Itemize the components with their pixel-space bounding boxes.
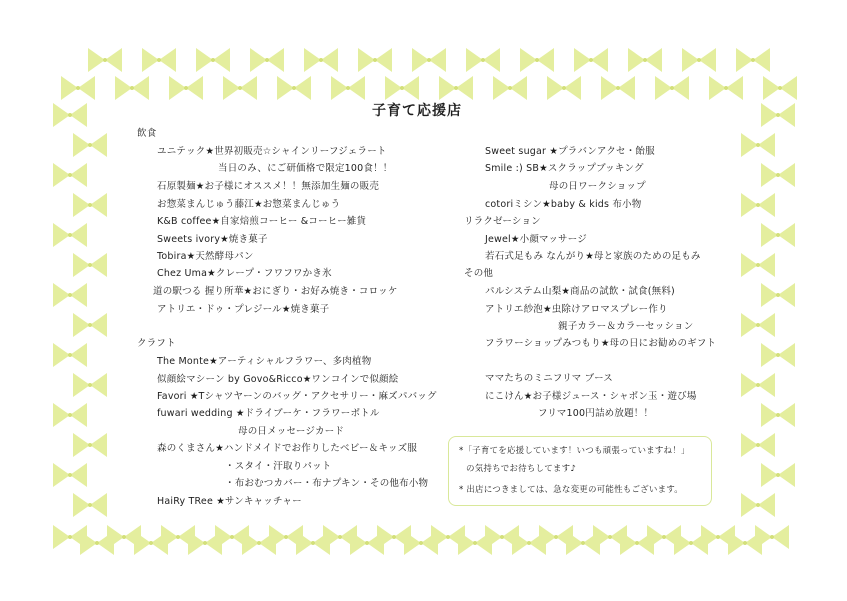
list-item: ・布おむつカバー・布ナプキン・その他布小物	[225, 478, 429, 489]
list-item: Tobira★天然酵母パン	[157, 251, 254, 262]
bow-icon	[682, 48, 716, 72]
bow-icon	[53, 163, 87, 187]
list-item: ママたちのミニフリマ ブース	[485, 373, 613, 384]
bow-icon	[520, 48, 554, 72]
bow-icon	[741, 493, 775, 517]
bow-icon	[196, 48, 230, 72]
list-item: Favori ★Tシャツヤーンのバッグ・アクセサリー・麻ズパバッグ	[157, 391, 437, 402]
bow-icon	[655, 76, 689, 100]
bow-icon	[736, 48, 770, 72]
bow-icon	[741, 253, 775, 277]
list-item: Chez Uma★クレープ・フワフワかき氷	[157, 268, 332, 279]
bow-icon	[761, 343, 795, 367]
bow-icon	[53, 103, 87, 127]
bow-icon	[61, 76, 95, 100]
bow-icon	[709, 76, 743, 100]
list-item: 似顔絵マシーン by Govo&Ricco★ワンコインで似顔絵	[157, 374, 399, 385]
list-item: cotoriミシン★baby & kids 布小物	[485, 199, 642, 210]
list-item: アトリエ・ドゥ・プレジール★焼き菓子	[157, 304, 330, 315]
bow-icon	[331, 76, 365, 100]
list-item: パルシステム山梨★商品の試飲・試食(無料)	[485, 286, 675, 297]
bow-icon	[73, 433, 107, 457]
bow-icon	[88, 48, 122, 72]
list-item: K&B coffee★自家焙煎コーヒー &コーヒー雑貨	[157, 216, 367, 227]
bow-icon	[741, 433, 775, 457]
section-heading-other: その他	[464, 268, 494, 279]
list-item: ・スタイ・汗取りパット	[225, 461, 332, 472]
bow-icon	[493, 76, 527, 100]
section-heading-food: 飲食	[137, 128, 157, 139]
list-item: Smile :) SB★スクラップブッキング	[485, 163, 644, 174]
bow-icon	[741, 133, 775, 157]
bow-icon	[53, 223, 87, 247]
bow-icon	[169, 76, 203, 100]
bow-icon	[385, 76, 419, 100]
list-item: 石原製麺★お子様にオススメ！！無添加生麺の販売	[157, 181, 380, 192]
bow-icon	[547, 76, 581, 100]
bow-icon	[628, 48, 662, 72]
list-item: 母の日メッセージカード	[238, 426, 345, 437]
bow-icon	[439, 76, 473, 100]
bow-icon	[53, 403, 87, 427]
list-item: 若石式足もみ なんがり★母と家族のための足もみ	[485, 251, 701, 262]
bow-icon	[741, 373, 775, 397]
list-item: Sweets ivory★焼き菓子	[157, 234, 268, 245]
bow-icon	[53, 283, 87, 307]
bow-icon	[53, 463, 87, 487]
list-item: お惣菜まんじゅう藤江★お惣菜まんじゅう	[157, 199, 341, 210]
list-item: fuwari wedding ★ドライブーケ・フラワーボトル	[157, 408, 380, 419]
bow-icon	[741, 193, 775, 217]
bow-icon	[761, 163, 795, 187]
list-item: アトリエ紗泡★虫除けアロマスプレー作り	[485, 304, 668, 315]
bow-icon	[53, 343, 87, 367]
notice-line: の気持ちでお待ちしてます♪	[466, 464, 576, 474]
bow-icon	[115, 76, 149, 100]
notice-line: *「子育てを応援しています！いつも頑張っていますね！」	[459, 446, 690, 456]
list-item: 森のくまさん★ハンドメイドでお作りしたベビー＆キッズ服	[157, 443, 418, 454]
list-item: 道の駅つる 握り所華★おにぎり・お好み焼き・コロッケ	[153, 286, 398, 297]
bow-icon	[466, 48, 500, 72]
list-item: フリマ100円詰め放題！！	[538, 408, 654, 419]
list-item: 親子カラー＆カラーセッション	[558, 321, 694, 332]
bow-icon	[761, 403, 795, 427]
bow-icon	[73, 133, 107, 157]
list-item: フラワーショップみつもり★母の日にお勧めのギフト	[485, 338, 717, 349]
bow-icon	[73, 493, 107, 517]
bow-icon	[358, 48, 392, 72]
bow-icon	[761, 283, 795, 307]
list-item: にこけん★お子様ジュース・シャボン玉・遊び場	[485, 391, 697, 402]
section-heading-relaxation: リラクゼーション	[464, 216, 541, 227]
list-item: Jewel★小顔マッサージ	[485, 234, 587, 245]
bow-icon	[761, 463, 795, 487]
bow-icon	[304, 48, 338, 72]
bow-icon	[761, 103, 795, 127]
list-item: HaiRy TRee ★サンキャッチャー	[157, 496, 302, 507]
bow-icon	[761, 223, 795, 247]
bow-icon	[574, 48, 608, 72]
bow-icon	[763, 76, 797, 100]
bow-icon	[250, 48, 284, 72]
bow-icon	[73, 373, 107, 397]
bow-icon	[741, 313, 775, 337]
bow-icon	[277, 76, 311, 100]
notice-line: * 出店につきましては、急な変更の可能性もございます。	[459, 485, 684, 495]
bow-icon	[142, 48, 176, 72]
bow-icon	[73, 253, 107, 277]
list-item: Sweet sugar ★プラバンアクセ・飴服	[485, 146, 655, 157]
section-heading-craft: クラフト	[137, 338, 176, 349]
page-title: 子育て応援店	[372, 103, 462, 119]
bow-icon	[73, 193, 107, 217]
list-item: 当日のみ、にご研価格で限定100食！！	[218, 163, 393, 174]
bow-icon	[73, 313, 107, 337]
bow-icon	[412, 48, 446, 72]
bow-icon	[601, 76, 635, 100]
bow-icon	[223, 76, 257, 100]
list-item: The Monte★アーティシャルフラワー、多肉植物	[157, 356, 372, 367]
list-item: ユニテック★世界初販売☆シャインリーフジェラート	[157, 146, 387, 157]
list-item: 母の日ワークショップ	[549, 181, 646, 192]
